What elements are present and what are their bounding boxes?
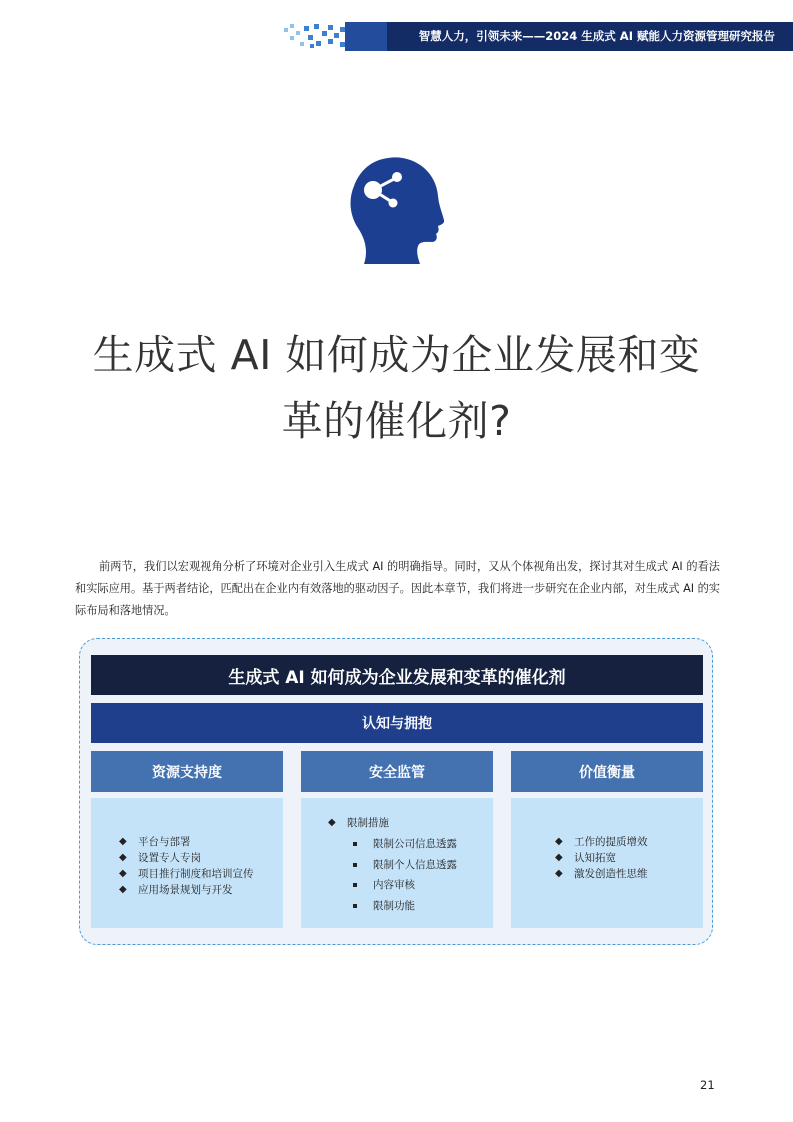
square-bullet-icon — [353, 842, 357, 846]
diamond-bullet-icon: ◆ — [119, 884, 127, 895]
square-bullet-icon — [353, 883, 357, 887]
ai-head-icon — [348, 154, 444, 266]
sub-list-item: 限制功能 — [347, 896, 493, 917]
column-body-value — [511, 798, 703, 928]
column-head-resource-support: 资源支持度 — [91, 751, 283, 792]
diagram-title: 生成式 AI 如何成为企业发展和变革的催化剂 — [91, 655, 703, 695]
diamond-bullet-icon: ◆ — [119, 836, 127, 847]
chapter-title-line1: 生成式 AI 如何成为企业发展和变 — [92, 331, 701, 379]
chapter-title — [60, 322, 733, 454]
diamond-bullet-icon: ◆ — [328, 817, 336, 828]
chapter-title-line2: 革的催化剂? — [281, 397, 512, 445]
list-item: ◆ 应用场景规划与开发 — [119, 884, 233, 896]
list-item: ◆ 激发创造性思维 — [555, 868, 648, 880]
header-accent — [345, 22, 387, 51]
list-item: ◆ 项目推行制度和培训宣传 — [119, 868, 254, 880]
list-item: ◆ 平台与部署 — [119, 836, 191, 848]
diamond-bullet-icon: ◆ — [119, 852, 127, 863]
diamond-bullet-icon: ◆ — [555, 868, 563, 879]
sub-list-item: 限制公司信息透露 — [347, 834, 493, 855]
diamond-bullet-icon: ◆ — [555, 836, 563, 847]
column-body-resource-support — [91, 798, 283, 928]
column-head-value: 价值衡量 — [511, 751, 703, 792]
list-item: ◆ 限制措施 限制公司信息透露 限制个人信息透露 内容审核 限制功能 — [328, 815, 493, 916]
intro-paragraph: 前两节，我们以宏观视角分析了环境对企业引入生成式 AI 的明确指导。同时，又从个体视角出发，探讨其对生成式 AI 的看法和实际应用。基于两者结论，匹配出在企业内有效落地的驱动因子。因此本章节，我们将进一步研究在企业内部，对生成式 AI 的实际布局和落地情况。 — [75, 560, 720, 617]
list-item: ◆ 认知拓宽 — [555, 852, 616, 864]
diamond-bullet-icon: ◆ — [555, 852, 563, 863]
list-item: ◆ 设置专人专岗 — [119, 852, 201, 864]
diamond-bullet-icon: ◆ — [119, 868, 127, 879]
square-bullet-icon — [353, 904, 357, 908]
diagram-subtitle: 认知与拥抱 — [91, 703, 703, 743]
sub-list-item: 内容审核 — [347, 875, 493, 896]
header-pixel-decoration — [282, 22, 350, 50]
report-title: 智慧人力，引领未来——2024 生成式 AI 赋能人力资源管理研究报告 — [418, 29, 775, 43]
header-bar — [345, 22, 793, 51]
square-bullet-icon — [353, 863, 357, 867]
page-number: 21 — [700, 1078, 715, 1092]
column-head-security: 安全监管 — [301, 751, 493, 792]
sub-list-item: 限制个人信息透露 — [347, 855, 493, 876]
list-item: ◆ 工作的提质增效 — [555, 836, 648, 848]
column-body-security — [301, 798, 493, 928]
